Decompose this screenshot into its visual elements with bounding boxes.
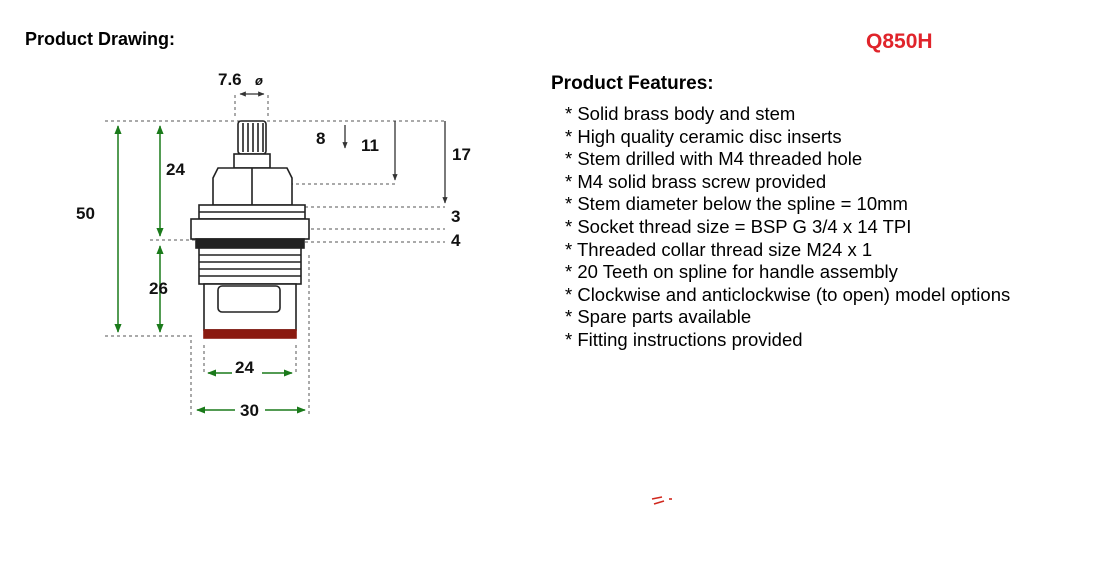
feature-item: * Stem diameter below the spline = 10mm <box>565 193 908 215</box>
red-mark <box>652 497 672 504</box>
features-heading: Product Features: <box>551 73 714 94</box>
dim-flange-thickness: 4 <box>451 231 461 250</box>
dim-top-to-collar: 17 <box>452 145 471 164</box>
dim-overall-height: 50 <box>76 204 95 223</box>
feature-item: * Fitting instructions provided <box>565 328 803 350</box>
dim-lower-height: 26 <box>149 279 168 298</box>
dim-collar-thickness: 3 <box>451 207 461 226</box>
feature-item: * Socket thread size = BSP G 3/4 x 14 TPI <box>565 215 912 237</box>
dim-thread-diameter: 24 <box>235 358 254 377</box>
feature-item: * 20 Teeth on spline for handle assembly <box>565 261 898 283</box>
feature-item: * M4 solid brass screw provided <box>565 170 827 192</box>
feature-item: * Spare parts available <box>565 306 752 328</box>
feature-item: * High quality ceramic disc inserts <box>565 125 842 147</box>
diameter-symbol: ø <box>255 73 263 88</box>
product-code: Q850H <box>866 30 933 53</box>
feature-item: * Solid brass body and stem <box>565 103 796 124</box>
dim-stem-height: 11 <box>361 136 379 155</box>
dim-spline-height: 8 <box>316 129 326 148</box>
feature-item: * Stem drilled with M4 threaded hole <box>565 148 863 170</box>
dim-stem-diameter: 7.6 <box>218 70 242 89</box>
feature-item: * Clockwise and anticlockwise (to open) model options <box>565 283 1011 305</box>
dim-flange-diameter: 30 <box>240 401 259 420</box>
drawing-heading: Product Drawing: <box>25 29 176 49</box>
cartridge-body <box>191 121 309 338</box>
dim-upper-height: 24 <box>166 160 185 179</box>
feature-item: * Threaded collar thread size M24 x 1 <box>565 238 873 260</box>
